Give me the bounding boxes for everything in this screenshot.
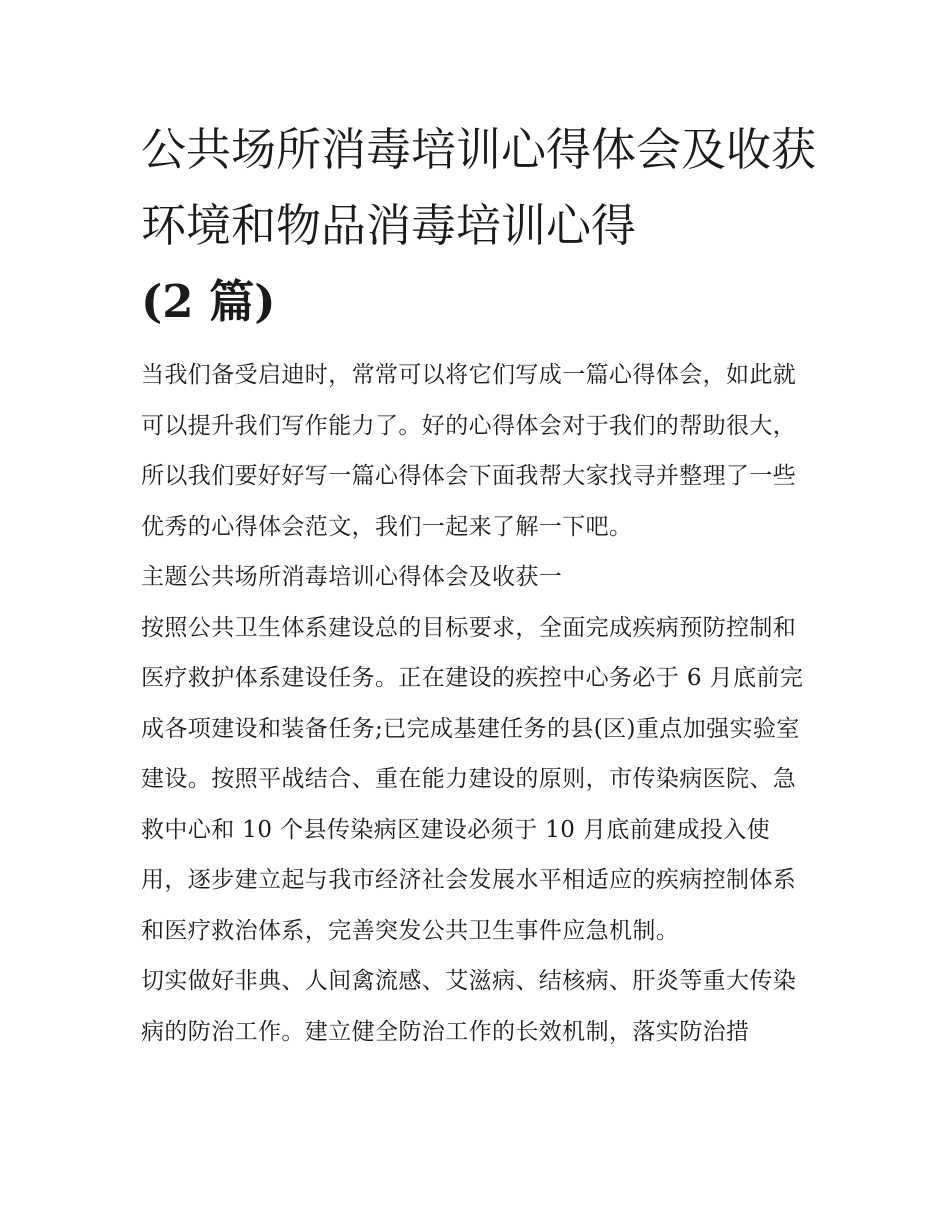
document-page: [141, 112, 816, 1057]
intro-paragraph: 当我们备受启迪时，常常可以将它们写成一篇心得体会，如此就可以提升我们写作能力了。好的心得体会对于我们的帮助很大，所以我们要好好写一篇心得体会下面我帮大家找寻并整理了一些优秀的心得体会范文，我们一起来了解一下吧。: [141, 362, 797, 540]
document-title: [141, 112, 816, 340]
body-paragraph-2: 切实做好非典、人间禽流感、艾滋病、结核病、肝炎等重大传染病的防治工作。建立健全防治工作的长效机制，落实防治措: [141, 968, 797, 1045]
section-heading: 主题公共场所消毒培训心得体会及收获一: [141, 564, 563, 590]
body-paragraph-1: 按照公共卫生体系建设总的目标要求，全面完成疾病预防控制和医疗救护体系建设任务。正在建设的疾控中心务必于 6 月底前完成各项建设和装备任务;已完成基建任务的县(区)重点加强实验室建设。按照平战结合、重在能力建设的原则，市传染病医院、急救中心和 10 个县传染病区建设必须于 10 月底前建成投入使用，逐步建立起与我市经济社会发展水平相适应的疾病控制体系和医疗救治体系，完善突发公共卫生事件应急机制。: [141, 614, 804, 944]
title-count: (2 篇): [141, 275, 276, 328]
title-main: 公共场所消毒培训心得体会及收获 环境和物品消毒培训心得: [141, 123, 817, 252]
